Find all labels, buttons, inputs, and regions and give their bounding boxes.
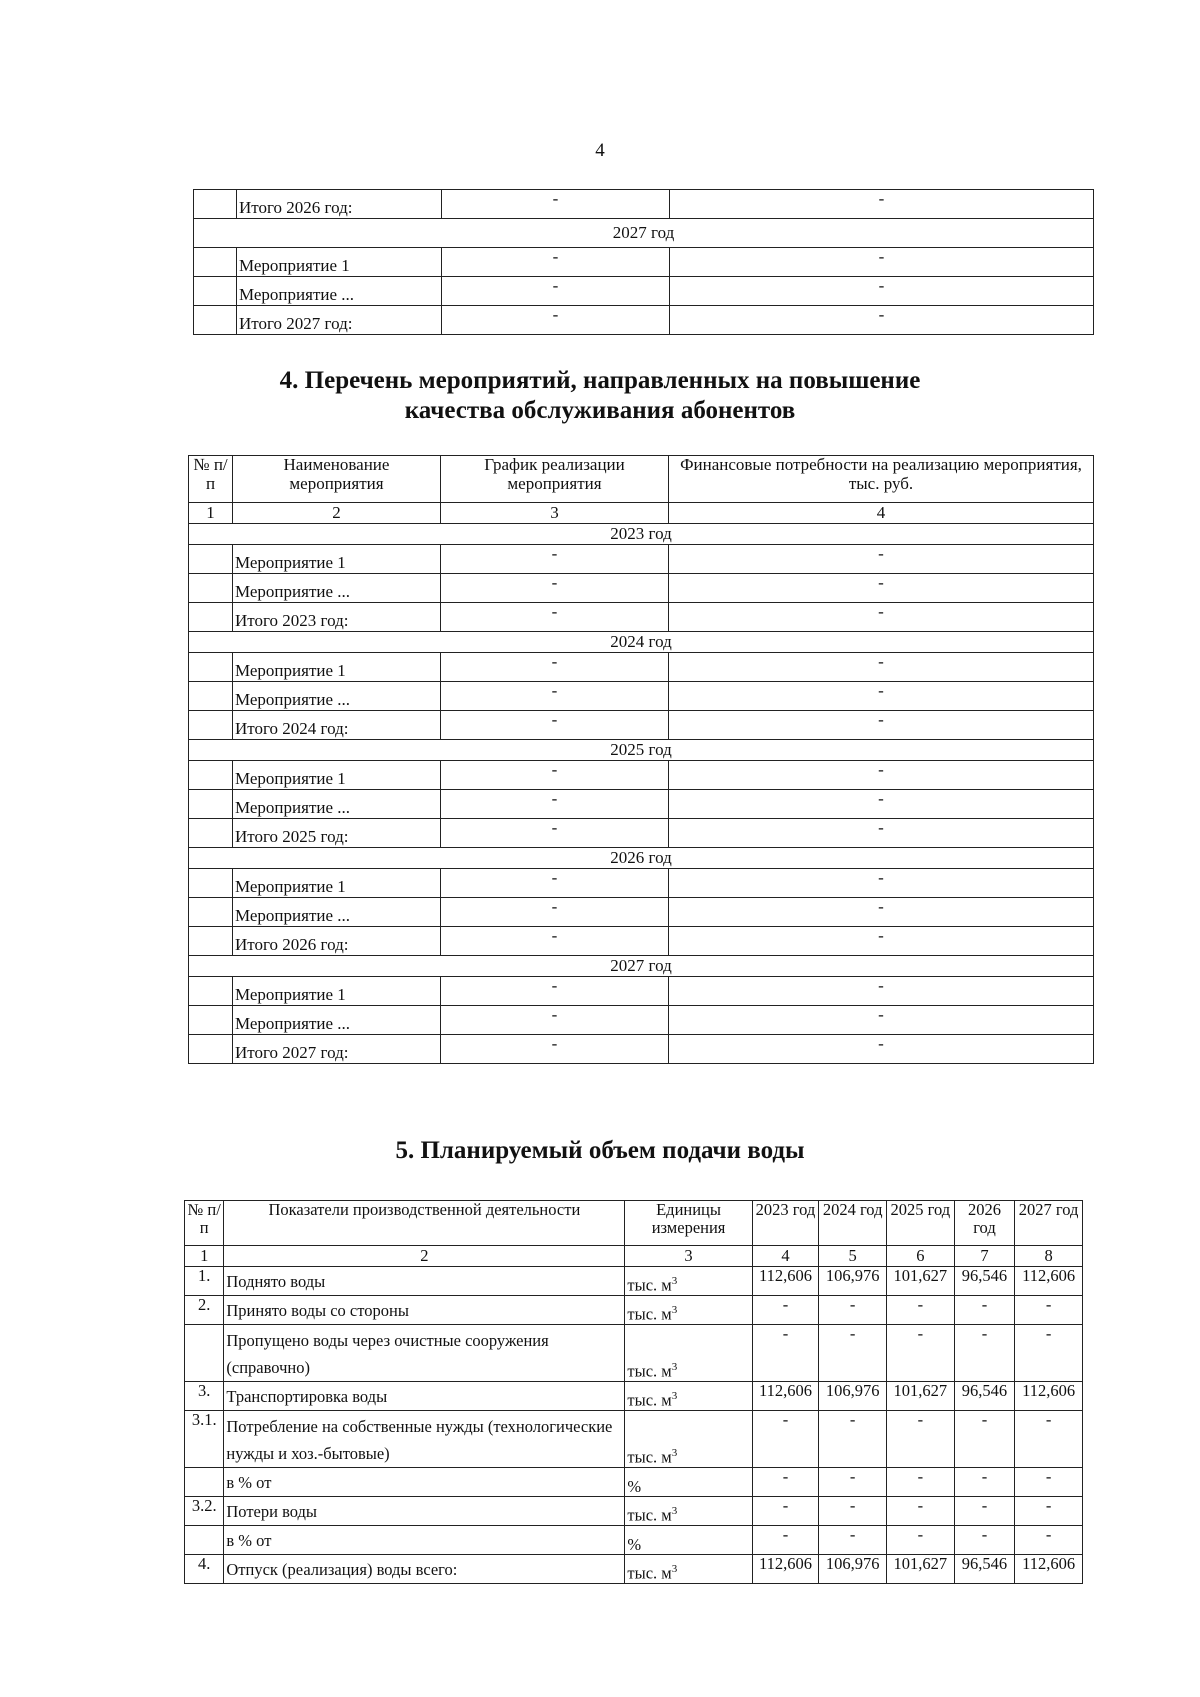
- finance-cell: -: [669, 819, 1094, 848]
- measure-name: Мероприятие 1: [233, 653, 441, 682]
- schedule-cell: -: [441, 682, 669, 711]
- measure-name: Мероприятие 1: [233, 761, 441, 790]
- table-row: [189, 603, 1094, 632]
- year-value: -: [887, 1325, 955, 1382]
- year-value: 101,627: [887, 1382, 955, 1411]
- year-row: [189, 524, 1094, 545]
- measure-name: Мероприятие ...: [237, 277, 442, 306]
- measure-name: Итого 2023 год:: [233, 603, 441, 632]
- year-value: -: [1015, 1296, 1083, 1325]
- column-number: 5: [819, 1246, 887, 1267]
- year-label: 2026 год: [189, 848, 1094, 869]
- table-row: [185, 1411, 1083, 1468]
- column-number: 8: [1015, 1246, 1083, 1267]
- row-number: [185, 1526, 224, 1555]
- finance-cell: -: [669, 977, 1094, 1006]
- table-row: [189, 927, 1094, 956]
- year-value: -: [887, 1296, 955, 1325]
- table-row: [189, 790, 1094, 819]
- table-row: [189, 977, 1094, 1006]
- section4-title: [0, 366, 1200, 426]
- continuation-table: [193, 189, 1094, 335]
- unit-cell: тыс. $м^3$: [625, 1325, 752, 1382]
- row-number: 4.: [185, 1555, 224, 1584]
- year-label: 2024 год: [189, 632, 1094, 653]
- year-value: -: [954, 1526, 1015, 1555]
- schedule-cell: -: [441, 574, 669, 603]
- year-value: -: [752, 1468, 819, 1497]
- num-cell: [189, 603, 233, 632]
- finance-cell: -: [669, 761, 1094, 790]
- year-value: -: [819, 1468, 887, 1497]
- measure-name: Мероприятие ...: [233, 790, 441, 819]
- indicator-label: Принято воды со стороны: [224, 1296, 625, 1325]
- table-row: [189, 1035, 1094, 1064]
- year-value: -: [752, 1411, 819, 1468]
- unit-superscript: 3: [671, 1390, 678, 1403]
- finance-cell: -: [669, 653, 1094, 682]
- schedule-cell: -: [441, 869, 669, 898]
- table-row: [185, 1526, 1083, 1555]
- unit-cell: тыс. $м^3$: [625, 1382, 752, 1411]
- indicator-label: Пропущено воды через очистные сооружения (справочно): [224, 1325, 625, 1382]
- finance-cell: -: [669, 790, 1094, 819]
- table-row: [185, 1325, 1083, 1382]
- num-cell: [194, 248, 237, 277]
- column-number: 7: [954, 1246, 1015, 1267]
- year-value: 112,606: [1015, 1382, 1083, 1411]
- header-row: [185, 1201, 1083, 1246]
- year-value: -: [887, 1526, 955, 1555]
- schedule-cell: -: [442, 277, 670, 306]
- year-value: -: [887, 1468, 955, 1497]
- table-row: [194, 277, 1094, 306]
- table-row: [189, 1006, 1094, 1035]
- num-cell: [194, 306, 237, 335]
- section4-title-line1: 4. Перечень мероприятий, направленных на повышение: [279, 367, 921, 394]
- header-year: 2025 год: [887, 1201, 955, 1246]
- year-value: -: [752, 1526, 819, 1555]
- measure-name: Итого 2027 год:: [237, 306, 442, 335]
- year-value: -: [887, 1411, 955, 1468]
- column-number: 2: [233, 503, 441, 524]
- row-number: [185, 1325, 224, 1382]
- year-value: -: [752, 1325, 819, 1382]
- indicator-label: Поднято воды: [224, 1267, 625, 1296]
- year-value: 112,606: [752, 1382, 819, 1411]
- year-value: 106,976: [819, 1382, 887, 1411]
- measure-name: Итого 2025 год:: [233, 819, 441, 848]
- num-cell: [189, 711, 233, 740]
- column-number-row: [185, 1246, 1083, 1267]
- num-cell: [189, 869, 233, 898]
- year-value: -: [819, 1411, 887, 1468]
- finance-cell: -: [670, 190, 1094, 219]
- year-value: 106,976: [819, 1555, 887, 1584]
- year-value: -: [1015, 1526, 1083, 1555]
- num-cell: [194, 190, 237, 219]
- num-cell: [189, 898, 233, 927]
- num-cell: [189, 653, 233, 682]
- section5-title: 5. Планируемый объем подачи воды: [395, 1137, 805, 1164]
- year-value: -: [954, 1296, 1015, 1325]
- measure-name: Мероприятие 1: [233, 977, 441, 1006]
- finance-cell: -: [669, 898, 1094, 927]
- measure-name: Мероприятие 1: [233, 869, 441, 898]
- unit-cell: %: [625, 1468, 752, 1497]
- measure-name: Мероприятие ...: [233, 1006, 441, 1035]
- water-supply-volume-table: [184, 1200, 1083, 1584]
- header-num: № п/п: [185, 1201, 224, 1246]
- table-row: [189, 574, 1094, 603]
- table-row: [189, 711, 1094, 740]
- schedule-cell: -: [441, 1035, 669, 1064]
- row-number: 1.: [185, 1267, 224, 1296]
- row-number: 3.: [185, 1382, 224, 1411]
- table-row: [189, 869, 1094, 898]
- header-row: [189, 456, 1094, 503]
- indicator-label: Потребление на собственные нужды (технологические нужды и хоз.-бытовые): [224, 1411, 625, 1468]
- unit-cell: тыс. $м^3$: [625, 1555, 752, 1584]
- year-value: 106,976: [819, 1267, 887, 1296]
- year-value: -: [1015, 1325, 1083, 1382]
- finance-cell: -: [669, 927, 1094, 956]
- row-number: [185, 1468, 224, 1497]
- indicator-label: Отпуск (реализация) воды всего:: [224, 1555, 625, 1584]
- table-row: [194, 190, 1094, 219]
- num-cell: [189, 1006, 233, 1035]
- year-label: 2027 год: [194, 219, 1094, 248]
- table-row: [189, 761, 1094, 790]
- year-value: 112,606: [1015, 1555, 1083, 1584]
- measure-name: Итого 2026 год:: [237, 190, 442, 219]
- finance-cell: -: [669, 711, 1094, 740]
- year-value: -: [819, 1526, 887, 1555]
- year-value: -: [954, 1468, 1015, 1497]
- finance-cell: -: [669, 545, 1094, 574]
- schedule-cell: -: [442, 190, 670, 219]
- indicator-label: Потери воды: [224, 1497, 625, 1526]
- finance-cell: -: [669, 869, 1094, 898]
- finance-cell: -: [670, 306, 1094, 335]
- table-row: [185, 1382, 1083, 1411]
- schedule-cell: -: [441, 977, 669, 1006]
- year-value: 112,606: [752, 1267, 819, 1296]
- measure-name: Итого 2026 год:: [233, 927, 441, 956]
- year-label: 2027 год: [189, 956, 1094, 977]
- header-year: 2024 год: [819, 1201, 887, 1246]
- header-indicator: Показатели производственной деятельности: [224, 1201, 625, 1246]
- unit-superscript: 3: [671, 1275, 678, 1288]
- schedule-cell: -: [441, 653, 669, 682]
- measure-name: Мероприятие ...: [233, 574, 441, 603]
- year-value: 96,546: [954, 1382, 1015, 1411]
- num-cell: [189, 790, 233, 819]
- finance-cell: -: [669, 603, 1094, 632]
- year-row: [189, 956, 1094, 977]
- year-label: 2023 год: [189, 524, 1094, 545]
- year-value: -: [819, 1325, 887, 1382]
- unit-cell: тыс. $м^3$: [625, 1267, 752, 1296]
- column-number: 3: [441, 503, 669, 524]
- measure-name: Мероприятие 1: [237, 248, 442, 277]
- header-measure-name: Наименование мероприятия: [233, 456, 441, 503]
- schedule-cell: -: [442, 248, 670, 277]
- header-unit: Единицы измерения: [625, 1201, 752, 1246]
- year-value: -: [954, 1497, 1015, 1526]
- page-number: 4: [595, 140, 605, 161]
- finance-cell: -: [669, 682, 1094, 711]
- table-row: [189, 819, 1094, 848]
- schedule-cell: -: [441, 1006, 669, 1035]
- column-number: 4: [752, 1246, 819, 1267]
- year-value: -: [752, 1497, 819, 1526]
- year-value: 96,546: [954, 1267, 1015, 1296]
- unit-superscript: 3: [671, 1447, 678, 1460]
- year-label: 2025 год: [189, 740, 1094, 761]
- column-number: 3: [625, 1246, 752, 1267]
- column-number: 1: [189, 503, 233, 524]
- year-value: -: [1015, 1468, 1083, 1497]
- header-year: 2026 год: [954, 1201, 1015, 1246]
- schedule-cell: -: [441, 790, 669, 819]
- row-number: 2.: [185, 1296, 224, 1325]
- unit-superscript: 3: [671, 1304, 678, 1317]
- unit-cell: тыс. $м^3$: [625, 1497, 752, 1526]
- schedule-cell: -: [441, 819, 669, 848]
- header-finance: Финансовые потребности на реализацию мероприятия, тыс. руб.: [669, 456, 1094, 503]
- finance-cell: -: [669, 574, 1094, 603]
- year-value: -: [954, 1411, 1015, 1468]
- measure-name: Мероприятие ...: [233, 682, 441, 711]
- measure-name: Итого 2024 год:: [233, 711, 441, 740]
- column-number: 4: [669, 503, 1094, 524]
- header-year: 2027 год: [1015, 1201, 1083, 1246]
- finance-cell: -: [669, 1006, 1094, 1035]
- table-row: [185, 1468, 1083, 1497]
- year-row: [189, 848, 1094, 869]
- table-row: [194, 248, 1094, 277]
- table-row: [185, 1267, 1083, 1296]
- schedule-cell: -: [441, 898, 669, 927]
- year-value: -: [752, 1296, 819, 1325]
- num-cell: [189, 545, 233, 574]
- indicator-label: в % от: [224, 1526, 625, 1555]
- year-value: 112,606: [1015, 1267, 1083, 1296]
- header-num: № п/п: [189, 456, 233, 503]
- unit-superscript: 3: [671, 1361, 678, 1374]
- table-row: [194, 306, 1094, 335]
- table-row: [189, 682, 1094, 711]
- num-cell: [189, 977, 233, 1006]
- schedule-cell: -: [441, 711, 669, 740]
- unit-cell: %: [625, 1526, 752, 1555]
- schedule-cell: -: [441, 545, 669, 574]
- column-number-row: [189, 503, 1094, 524]
- table-row: [185, 1497, 1083, 1526]
- num-cell: [194, 277, 237, 306]
- header-schedule: График реализации мероприятия: [441, 456, 669, 503]
- year-value: 96,546: [954, 1555, 1015, 1584]
- year-value: 112,606: [752, 1555, 819, 1584]
- year-value: 101,627: [887, 1555, 955, 1584]
- year-row: [189, 740, 1094, 761]
- num-cell: [189, 1035, 233, 1064]
- num-cell: [189, 682, 233, 711]
- header-year: 2023 год: [752, 1201, 819, 1246]
- unit-cell: тыс. $м^3$: [625, 1296, 752, 1325]
- table-row: [185, 1555, 1083, 1584]
- schedule-cell: -: [441, 927, 669, 956]
- year-row: [194, 219, 1094, 248]
- row-number: 3.2.: [185, 1497, 224, 1526]
- service-quality-measures-table: [188, 455, 1094, 1064]
- measure-name: Мероприятие 1: [233, 545, 441, 574]
- column-number: 6: [887, 1246, 955, 1267]
- unit-cell: тыс. $м^3$: [625, 1411, 752, 1468]
- year-value: -: [819, 1497, 887, 1526]
- measure-name: Итого 2027 год:: [233, 1035, 441, 1064]
- finance-cell: -: [669, 1035, 1094, 1064]
- section4-title-line2: качества обслуживания абонентов: [404, 397, 796, 424]
- table-row: [189, 898, 1094, 927]
- finance-cell: -: [670, 277, 1094, 306]
- unit-superscript: 3: [671, 1505, 678, 1518]
- row-number: 3.1.: [185, 1411, 224, 1468]
- year-row: [189, 632, 1094, 653]
- year-value: 101,627: [887, 1267, 955, 1296]
- indicator-label: в % от: [224, 1468, 625, 1497]
- table-row: [189, 545, 1094, 574]
- finance-cell: -: [670, 248, 1094, 277]
- schedule-cell: -: [441, 761, 669, 790]
- column-number: 2: [224, 1246, 625, 1267]
- year-value: -: [887, 1497, 955, 1526]
- num-cell: [189, 761, 233, 790]
- unit-superscript: 3: [671, 1563, 678, 1576]
- measure-name: Мероприятие ...: [233, 898, 441, 927]
- schedule-cell: -: [442, 306, 670, 335]
- year-value: -: [819, 1296, 887, 1325]
- num-cell: [189, 819, 233, 848]
- indicator-label: Транспортировка воды: [224, 1382, 625, 1411]
- table-row: [185, 1296, 1083, 1325]
- year-value: -: [1015, 1411, 1083, 1468]
- year-value: -: [954, 1325, 1015, 1382]
- schedule-cell: -: [441, 603, 669, 632]
- table-row: [189, 653, 1094, 682]
- num-cell: [189, 574, 233, 603]
- num-cell: [189, 927, 233, 956]
- column-number: 1: [185, 1246, 224, 1267]
- year-value: -: [1015, 1497, 1083, 1526]
